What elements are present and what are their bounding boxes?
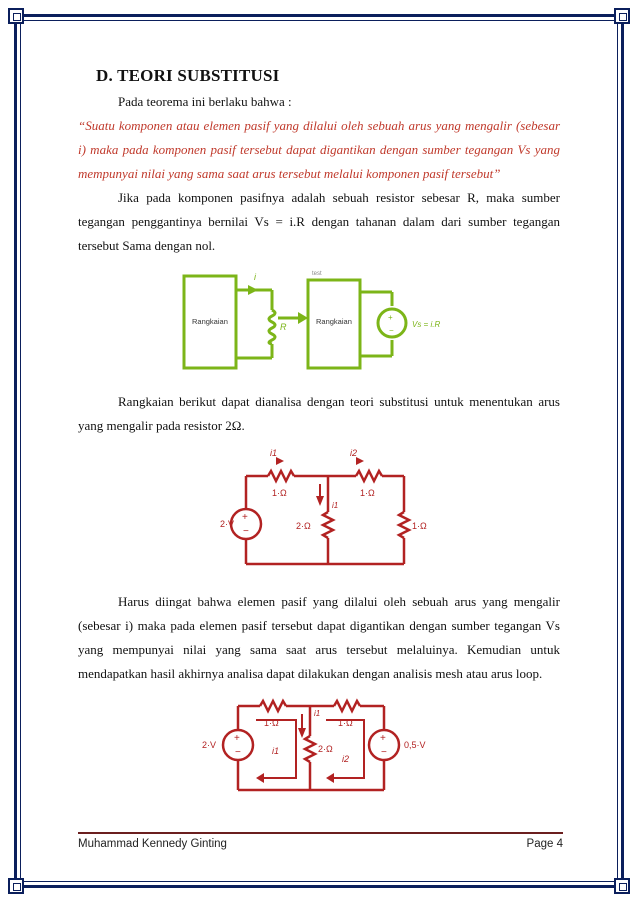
svg-text:−: − xyxy=(381,747,387,758)
resistor-2 xyxy=(356,471,382,481)
resistor-coil xyxy=(269,310,275,344)
right-box-label: Rangkaian xyxy=(316,317,352,326)
current-label: i xyxy=(254,272,256,282)
corner-ornament xyxy=(8,8,24,24)
svg-text:+: + xyxy=(234,733,240,744)
arrow-icon xyxy=(256,773,264,783)
page-number: Page 4 xyxy=(526,838,563,850)
arrow-icon xyxy=(276,457,284,465)
r-right-label: 1·Ω xyxy=(412,521,427,531)
resistor-mid xyxy=(305,736,315,762)
svg-text:−: − xyxy=(389,326,394,335)
footer-author: Muhammad Kennedy Ginting xyxy=(78,838,227,850)
loop-1-label: i1 xyxy=(272,746,280,756)
arrow-icon xyxy=(298,728,306,738)
section-title: D. TEORI SUBSTITUSI xyxy=(96,66,280,85)
circuit-diagram-1 xyxy=(220,446,427,574)
source-label: 2·V xyxy=(220,519,235,529)
r-mid-label: 2·Ω xyxy=(318,744,333,754)
corner-ornament xyxy=(614,8,630,24)
resistor-2 xyxy=(334,701,360,711)
svg-text:−: − xyxy=(235,747,241,758)
circuit-figure-1 xyxy=(220,446,427,574)
right-source-label: 0,5·V xyxy=(404,740,426,750)
paragraph-2: Rangkaian berikut dapat dianalisa dengan teori substitusi untuk menentukan arus yang mengalir pada resistor 2Ω. xyxy=(78,394,560,433)
resistor-right xyxy=(399,512,409,538)
svg-text:+: + xyxy=(388,313,393,322)
current-arrow-icon xyxy=(248,285,258,295)
resistor-label: R xyxy=(280,322,287,332)
arrow-icon xyxy=(356,457,364,465)
substitution-figure xyxy=(176,266,456,378)
branch-current-label: i1 xyxy=(314,709,321,718)
circuit-diagram-2 xyxy=(196,696,446,800)
current-label-i2: i2 xyxy=(350,448,358,458)
substitution-diagram xyxy=(176,266,456,378)
resistor-mid xyxy=(323,512,333,538)
corner-ornament xyxy=(8,878,24,894)
loop-2-label: i2 xyxy=(342,754,350,764)
svg-text:−: − xyxy=(243,526,249,537)
r2-label: 1·Ω xyxy=(338,718,353,728)
current-label-i1: i1 xyxy=(270,448,278,458)
current-label-i3: i1 xyxy=(332,501,339,510)
resistor-1 xyxy=(268,471,294,481)
r1-label: 1·Ω xyxy=(272,488,287,498)
r2-label: 1·Ω xyxy=(360,488,375,498)
source-label: Vs = i.R xyxy=(412,320,441,329)
svg-text:+: + xyxy=(242,512,248,523)
svg-text:+: + xyxy=(380,733,386,744)
paragraph-1: Jika pada komponen pasifnya adalah sebuah resistor sebesar R, maka sumber tegangan penggantinya bernilai Vs = i.R dengan tahanan dalam dari sumber tegangan tersebut Sama dengan nol. xyxy=(78,190,560,253)
corner-ornament xyxy=(614,878,630,894)
r1-label: 1·Ω xyxy=(264,718,279,728)
page-footer xyxy=(78,832,563,850)
r-mid-label: 2·Ω xyxy=(296,521,311,531)
resistor-1 xyxy=(260,701,286,711)
arrow-icon xyxy=(326,773,334,783)
circuit-figure-2 xyxy=(196,696,446,800)
left-source-label: 2·V xyxy=(202,740,217,750)
small-label: test xyxy=(312,271,322,277)
paragraph-3: Harus diingat bahwa elemen pasif yang dilalui oleh sebuah arus yang mengalir (sebesar i) maka pada elemen pasif tersebut dapat digantikan dengan sumber tegangan Vs yang mempunyai nilai yang sama saat arus tersebut melaluinya. Kemudian untuk mendapatkan hasil akhirnya analisa dapat dilakukan dengan analisis mesh atau arus loop. xyxy=(78,594,560,681)
left-box-label: Rangkaian xyxy=(192,317,228,326)
intro-text: Pada teorema ini berlaku bahwa : xyxy=(118,94,292,109)
page-content xyxy=(78,66,560,800)
theorem-quote: “Suatu komponen atau elemen pasif yang dilalui oleh sebuah arus yang mengalir (sebesar i) maka pada komponen pasif tersebut dapat digantikan dengan sumber tegangan Vs yang mempunyai nilai yang sama saat arus tersebut melalui komponen pasif tersebut” xyxy=(78,118,560,181)
